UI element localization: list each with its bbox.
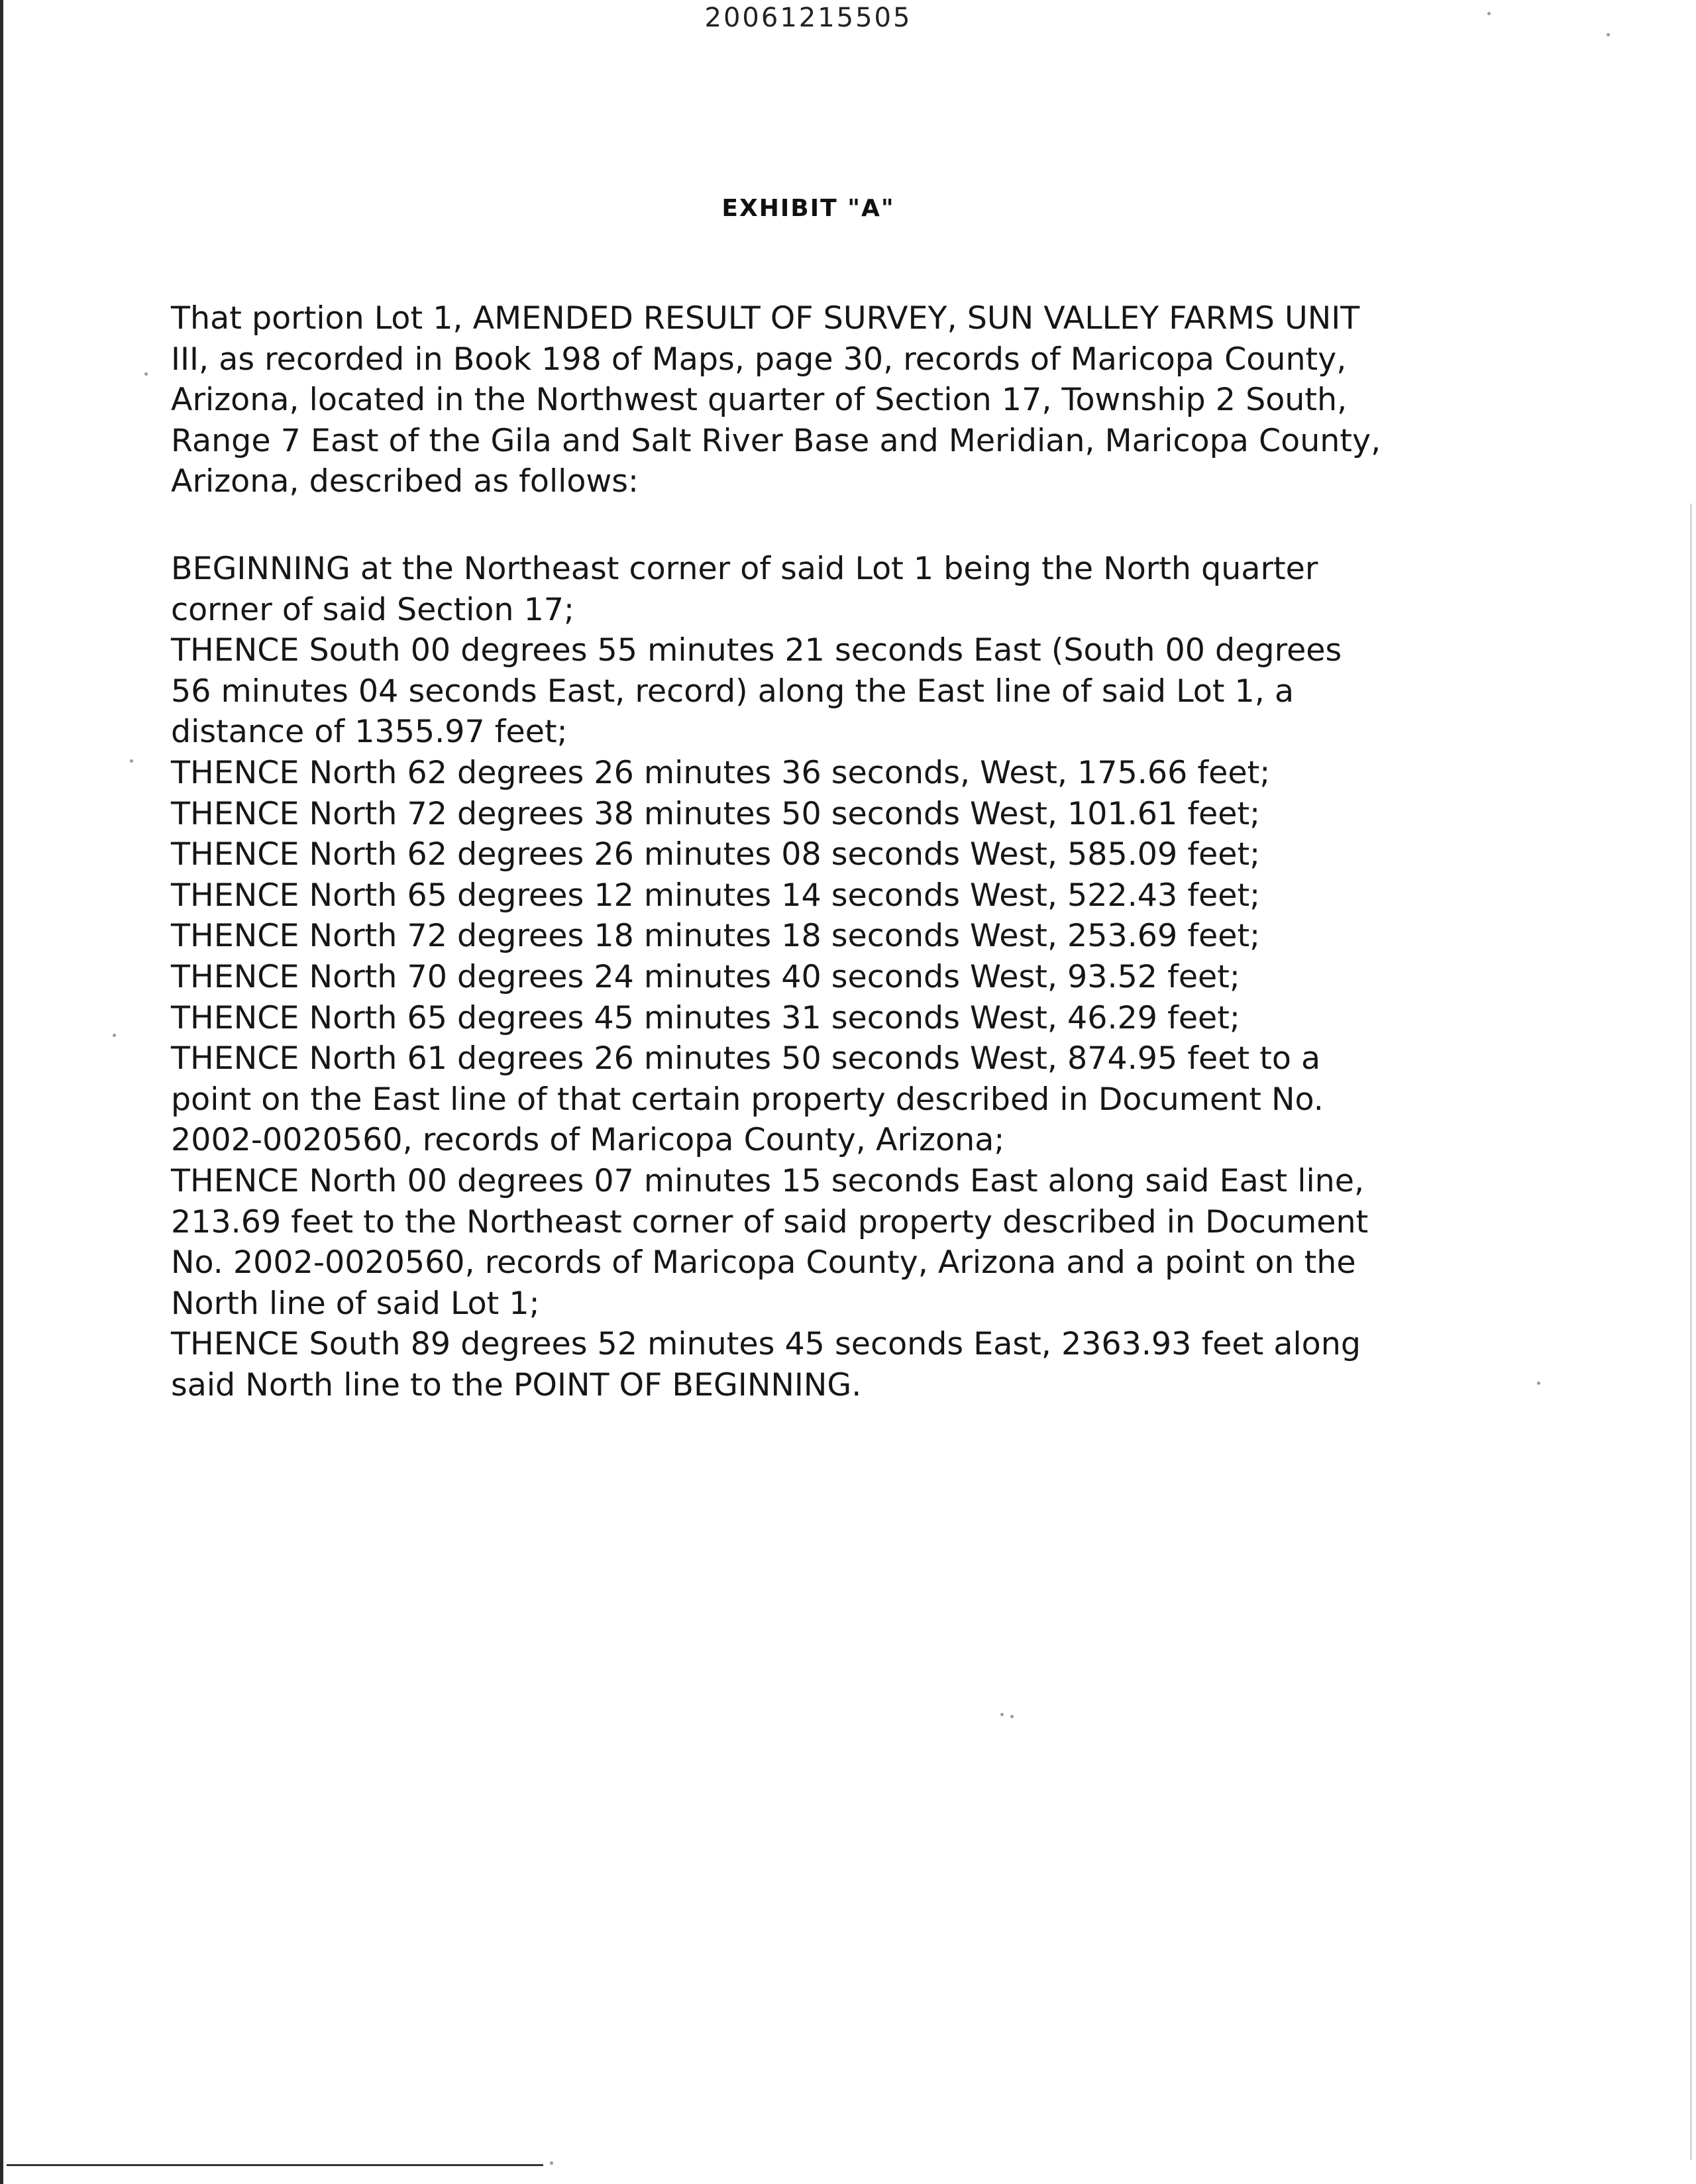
description-line: North line of said Lot 1; xyxy=(171,1285,540,1322)
description-line: distance of 1355.97 feet; xyxy=(171,714,568,751)
description-line: 213.69 feet to the Northeast corner of said property described in Document xyxy=(171,1203,1369,1240)
legal-description xyxy=(171,549,1496,1405)
description-line: THENCE South 89 degrees 52 minutes 45 seconds East, 2363.93 feet along xyxy=(171,1326,1361,1363)
scan-right-edge xyxy=(1690,504,1692,2160)
description-line: 56 minutes 04 seconds East, record) along the East line of said Lot 1, a xyxy=(171,673,1295,710)
scan-speck xyxy=(130,759,133,763)
scan-speck xyxy=(550,2161,553,2165)
scan-bottom-rule xyxy=(7,2164,543,2166)
description-line: THENCE North 61 degrees 26 minutes 50 seconds West, 874.95 feet to a xyxy=(171,1040,1321,1077)
scan-speck xyxy=(144,372,148,376)
description-line: 2002-0020560, records of Maricopa County, Arizona; xyxy=(171,1122,1005,1159)
description-line: THENCE North 62 degrees 26 minutes 36 seconds, West, 175.66 feet; xyxy=(171,754,1271,791)
scan-speck xyxy=(1487,12,1491,15)
scan-speck xyxy=(1010,1715,1014,1718)
description-line: THENCE North 70 degrees 24 minutes 40 seconds West, 93.52 feet; xyxy=(171,958,1240,995)
description-line: THENCE North 62 degrees 26 minutes 08 seconds West, 585.09 feet; xyxy=(171,836,1261,873)
description-line: point on the East line of that certain property described in Document No. xyxy=(171,1081,1324,1118)
intro-line: That portion Lot 1, AMENDED RESULT OF SURVEY, SUN VALLEY FARMS UNIT xyxy=(171,300,1360,337)
intro-paragraph xyxy=(171,298,1496,502)
description-line: THENCE North 72 degrees 18 minutes 18 seconds West, 253.69 feet; xyxy=(171,918,1261,955)
intro-line: Range 7 East of the Gila and Salt River Base and Meridian, Maricopa County, xyxy=(171,422,1381,459)
intro-line: III, as recorded in Book 198 of Maps, page 30, records of Maricopa County, xyxy=(171,341,1347,378)
recording-number: 20061215505 xyxy=(704,3,912,33)
scan-speck xyxy=(113,1034,116,1037)
description-line: corner of said Section 17; xyxy=(171,591,575,628)
scan-speck xyxy=(1537,1382,1540,1385)
scan-speck xyxy=(1607,33,1610,36)
description-line: THENCE North 72 degrees 38 minutes 50 seconds West, 101.61 feet; xyxy=(171,795,1261,832)
intro-line: Arizona, located in the Northwest quarter of Section 17, Township 2 South, xyxy=(171,382,1348,419)
exhibit-title: EXHIBIT "A" xyxy=(721,195,895,222)
scan-left-edge xyxy=(0,0,3,2184)
description-line: No. 2002-0020560, records of Maricopa County, Arizona and a point on the xyxy=(171,1244,1356,1282)
description-line: THENCE North 00 degrees 07 minutes 15 seconds East along said East line, xyxy=(171,1162,1365,1199)
intro-line: Arizona, described as follows: xyxy=(171,463,639,500)
description-line: THENCE North 65 degrees 45 minutes 31 seconds West, 46.29 feet; xyxy=(171,999,1240,1036)
scan-speck xyxy=(1000,1713,1004,1716)
description-line: BEGINNING at the Northeast corner of said Lot 1 being the North quarter xyxy=(171,551,1318,587)
description-line: THENCE South 00 degrees 55 minutes 21 seconds East (South 00 degrees xyxy=(171,632,1342,669)
description-line: said North line to the POINT OF BEGINNING. xyxy=(171,1366,862,1403)
description-line: THENCE North 65 degrees 12 minutes 14 seconds West, 522.43 feet; xyxy=(171,877,1261,914)
